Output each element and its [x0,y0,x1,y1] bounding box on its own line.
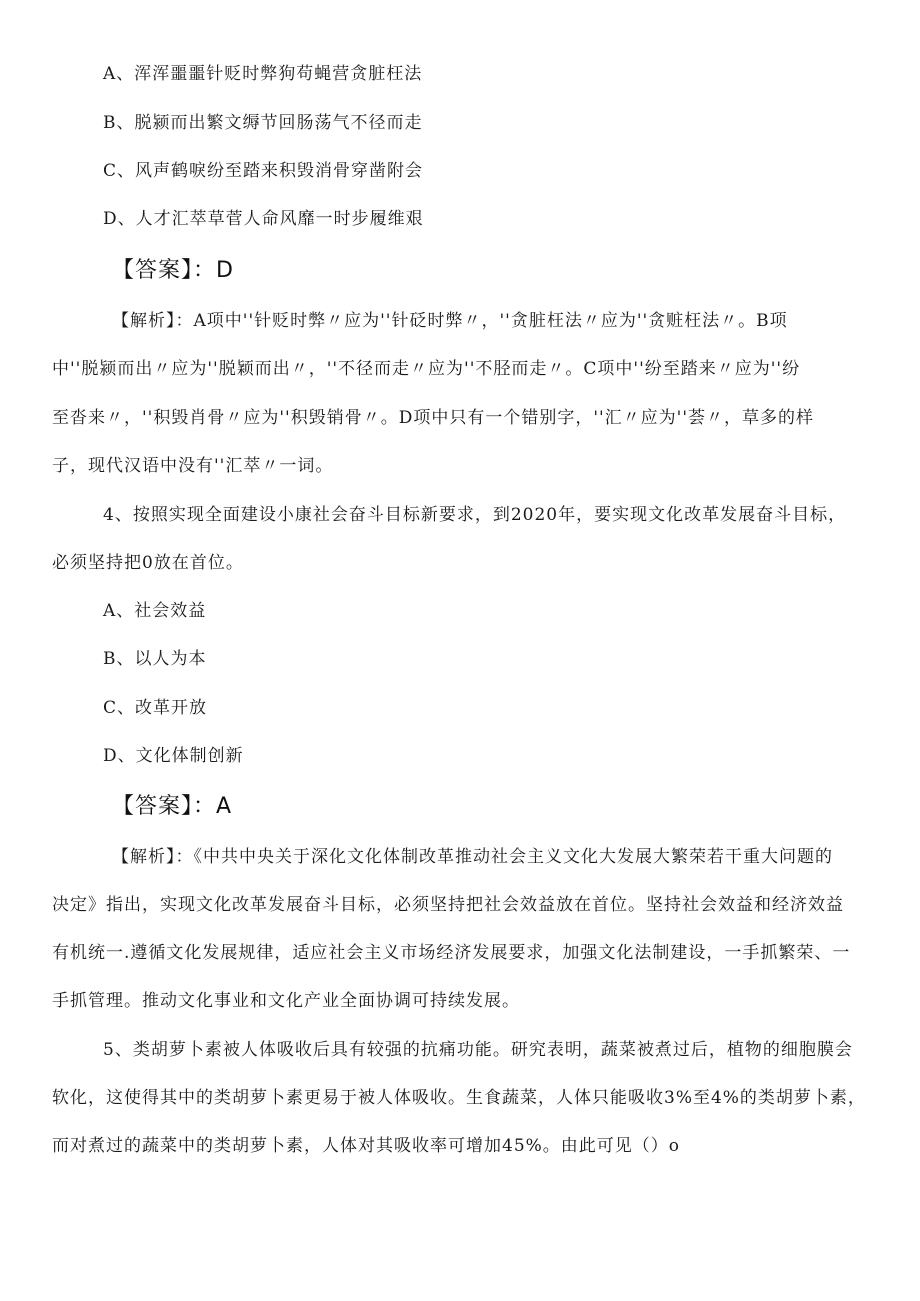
q4-option-b: B、以人为本 [103,649,207,669]
q3-option-b: B、脱颍而出繁文缛节回肠荡气不径而走 [103,113,423,133]
q4-option-c: C、改革开放 [103,698,208,718]
q5-question-line-2: 软化，这使得其中的类胡萝卜素更易于被人体吸收。生食蔬菜，人体只能吸收3%至4%的类胡萝卜素， [52,1088,866,1108]
q3-option-c: C、风声鹤唳纷至踏来积毁消骨穿凿附会 [103,161,424,181]
q3-explanation-line-4: 子，现代汉语中没有''汇萃〃一词。 [52,456,334,476]
q4-explanation-line-3: 有机统一.遵循文化发展规律，适应社会主义市场经济发展要求，加强文化法制建设，一手抓繁荣、一 [52,943,851,963]
q5-question-line-3: 而对煮过的蔬菜中的类胡萝卜素，人体对其吸收率可增加45%。由此可见（）o [52,1136,681,1156]
q4-explanation-line-4: 手抓管理。推动文化事业和文化产业全面协调可持续发展。 [52,991,520,1011]
q3-explanation-line-1: 【解析】：A项中''针贬时弊〃应为''针砭时弊〃，''贪脏枉法〃应为''贪赃枉法〃。B项 [112,311,788,331]
q4-option-d: D、文化体制创新 [103,746,244,766]
q4-explanation-line-2: 决定》指出，实现文化改革发展奋斗目标，必须坚持把社会效益放在首位。坚持社会效益和经济效益 [52,895,844,915]
q4-question-line-2: 必须坚持把0放在首位。 [52,553,244,573]
q4-answer: 【答案】：A [112,794,233,819]
q4-question-line-1: 4、按照实现全面建设小康社会奋斗目标新要求，到2020年，要实现文化改革发展奋斗目标， [103,505,847,525]
q4-option-a: A、社会效益 [103,601,207,621]
q3-explanation-line-2: 中''脱颍而出〃应为''脱颖而出〃，''不径而走〃应为''不胫而走〃。C项中''纷至踏来〃应为''纷 [52,359,801,379]
q4-explanation-line-1: 【解析】：《中共中央关于深化文化体制改革推动社会主义文化大发展大繁荣若干重大问题的 [112,847,833,867]
q3-explanation-line-3: 至沓来〃，''积毁肖骨〃应为''积毁销骨〃。D项中只有一个错别字，''汇〃应为''荟〃，草多的样 [52,408,815,428]
q3-answer: 【答案】：D [112,258,234,283]
q3-option-a: A、浑浑噩噩针贬时弊狗苟蝇营贪脏枉法 [103,64,423,84]
q5-question-line-1: 5、类胡萝卜素被人体吸收后具有较强的抗痛功能。研究表明，蔬菜被煮过后，植物的细胞膜会 [103,1040,853,1060]
q3-option-d: D、人才汇萃草菅人命风靡一时步履维艰 [103,209,424,229]
